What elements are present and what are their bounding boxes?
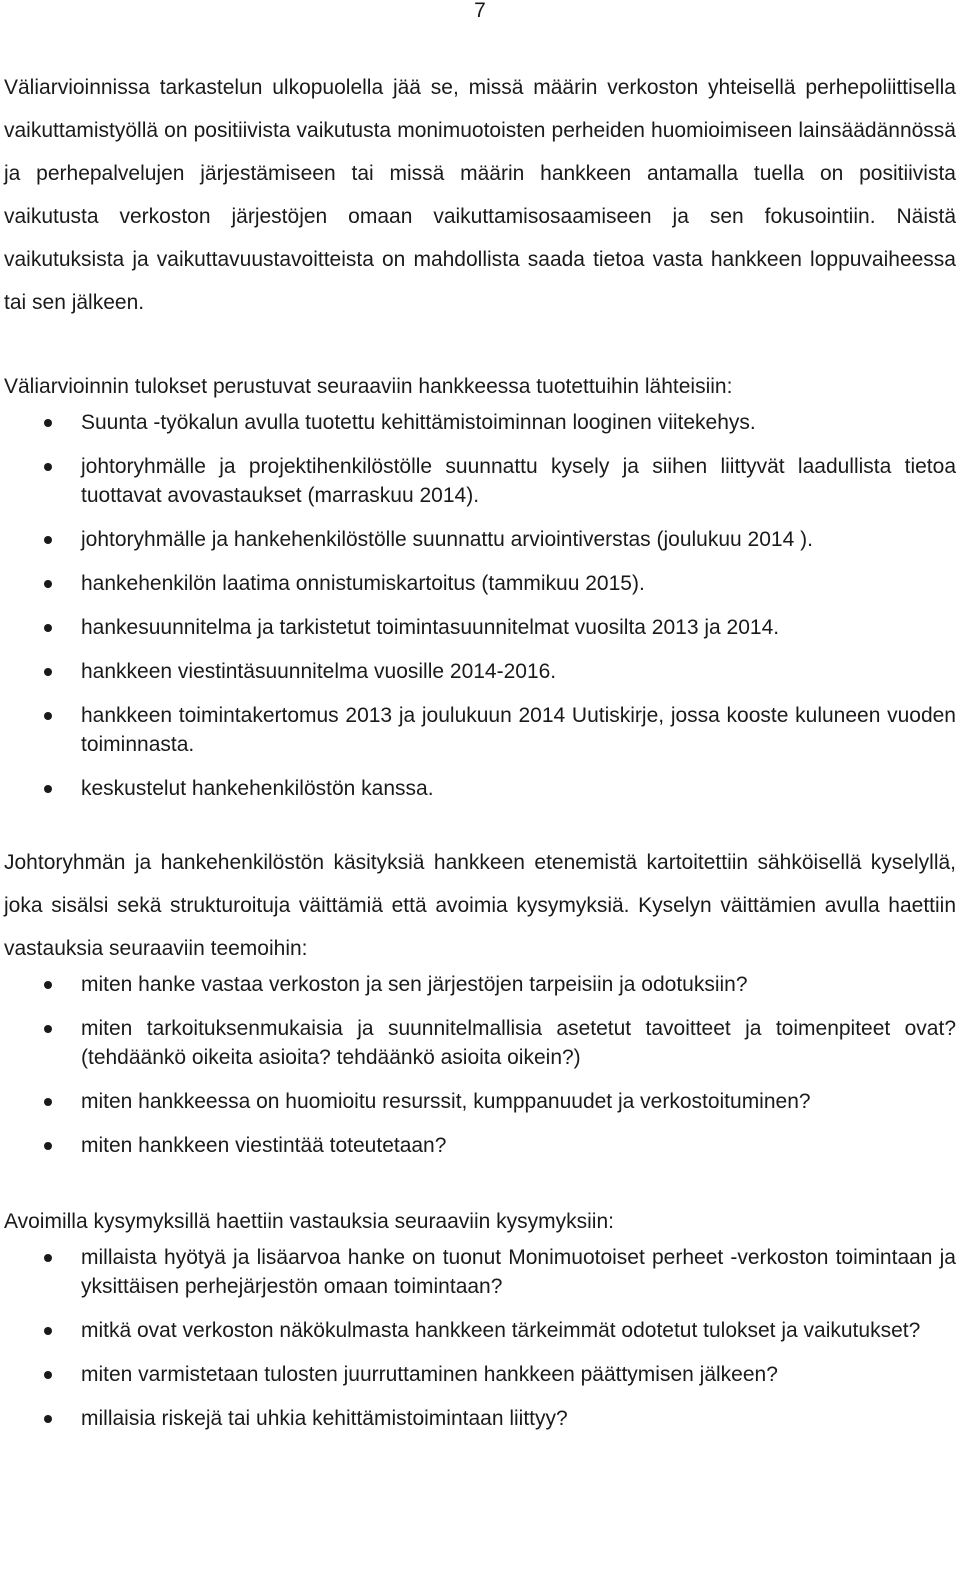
list-item: johtoryhmälle ja hankehenkilöstölle suunnattu arviointiverstas (joulukuu 2014 ). (4, 525, 956, 554)
list-item: miten hankkeen viestintää toteutetaan? (4, 1131, 956, 1160)
bullet-icon (44, 463, 52, 471)
bullet-icon (44, 1098, 52, 1106)
open-questions-paragraph: Avoimilla kysymyksillä haettiin vastauksia seuraaviin kysymyksiin: (4, 1210, 614, 1233)
themes-list (4, 970, 956, 1160)
sources-list (4, 408, 956, 803)
list-item: johtoryhmälle ja projektihenkilöstölle suunnattu kysely ja siihen liittyvät laadullista tietoa tuottavat avovastaukset (marraskuu 2014). (4, 452, 956, 510)
questions-list (4, 1243, 956, 1433)
sources-intro-paragraph: Väliarvioinnin tulokset perustuvat seuraaviin hankkeessa tuotettuihin lähteisiin: (4, 375, 733, 398)
bullet-icon (44, 624, 52, 632)
document-body (4, 66, 956, 1448)
bullet-icon (44, 1327, 52, 1335)
bullet-icon (44, 536, 52, 544)
bullet-icon (44, 1142, 52, 1150)
list-item: Suunta -työkalun avulla tuotettu kehittämistoiminnan looginen viitekehys. (4, 408, 956, 437)
bullet-icon (44, 419, 52, 427)
bullet-icon (44, 785, 52, 793)
list-item: hankesuunnitelma ja tarkistetut toimintasuunnitelmat vuosilta 2013 ja 2014. (4, 613, 956, 642)
list-item: millaista hyötyä ja lisäarvoa hanke on tuonut Monimuotoiset perheet -verkoston toimintaan ja yksittäisen perhejärjestön omaan toimintaan? (4, 1243, 956, 1301)
bullet-icon (44, 580, 52, 588)
list-item: miten tarkoituksenmukaisia ja suunnitelmallisia asetetut tavoitteet ja toimenpiteet ovat? (tehdäänkö oikeita asioita? tehdäänkö asioita oikein?) (4, 1014, 956, 1072)
list-item: millaisia riskejä tai uhkia kehittämistoimintaan liittyy? (4, 1404, 956, 1433)
list-item: hankkeen toimintakertomus 2013 ja joulukuun 2014 Uutiskirje, jossa kooste kuluneen vuoden toiminnasta. (4, 701, 956, 759)
list-item: miten hankkeessa on huomioitu resurssit, kumppanuudet ja verkostoituminen? (4, 1087, 956, 1116)
page-number: 7 (474, 0, 486, 22)
list-item: mitkä ovat verkoston näkökulmasta hankkeen tärkeimmät odotetut tulokset ja vaikutukset? (4, 1316, 956, 1345)
survey-paragraph: Johtoryhmän ja hankehenkilöstön käsityksiä hankkeen etenemistä kartoitettiin sähköisellä kyselyllä, joka sisälsi sekä strukturoituja väittämiä että avoimia kysymyksiä. Kyselyn väittämien avulla haettiin vastauksia seuraaviin teemoihin: (4, 851, 956, 960)
list-item: hankkeen viestintäsuunnitelma vuosille 2014-2016. (4, 657, 956, 686)
bullet-icon (44, 712, 52, 720)
bullet-icon (44, 668, 52, 676)
list-item: keskustelut hankehenkilöstön kanssa. (4, 774, 956, 803)
bullet-icon (44, 1254, 52, 1262)
bullet-icon (44, 1025, 52, 1033)
intro-paragraph: Väliarvioinnissa tarkastelun ulkopuolella jää se, missä määrin verkoston yhteisellä perhepoliittisella vaikuttamistyöllä on positiivista vaikutusta monimuotoisten perheiden huomioimiseen lainsäädännössä ja perhepalvelujen järjestämiseen tai missä määrin hankkeen antamalla tuella on positiivista vaikutusta verkoston järjestöjen omaan vaikuttamisosaamiseen ja sen fokusointiin. Näistä vaikutuksista ja vaikuttavuustavoitteista on mahdollista saada tietoa vasta hankkeen loppuvaiheessa tai sen jälkeen. (4, 76, 956, 314)
bullet-icon (44, 1415, 52, 1423)
list-item: hankehenkilön laatima onnistumiskartoitus (tammikuu 2015). (4, 569, 956, 598)
list-item: miten hanke vastaa verkoston ja sen järjestöjen tarpeisiin ja odotuksiin? (4, 970, 956, 999)
bullet-icon (44, 981, 52, 989)
list-item: miten varmistetaan tulosten juurruttaminen hankkeen päättymisen jälkeen? (4, 1360, 956, 1389)
bullet-icon (44, 1371, 52, 1379)
